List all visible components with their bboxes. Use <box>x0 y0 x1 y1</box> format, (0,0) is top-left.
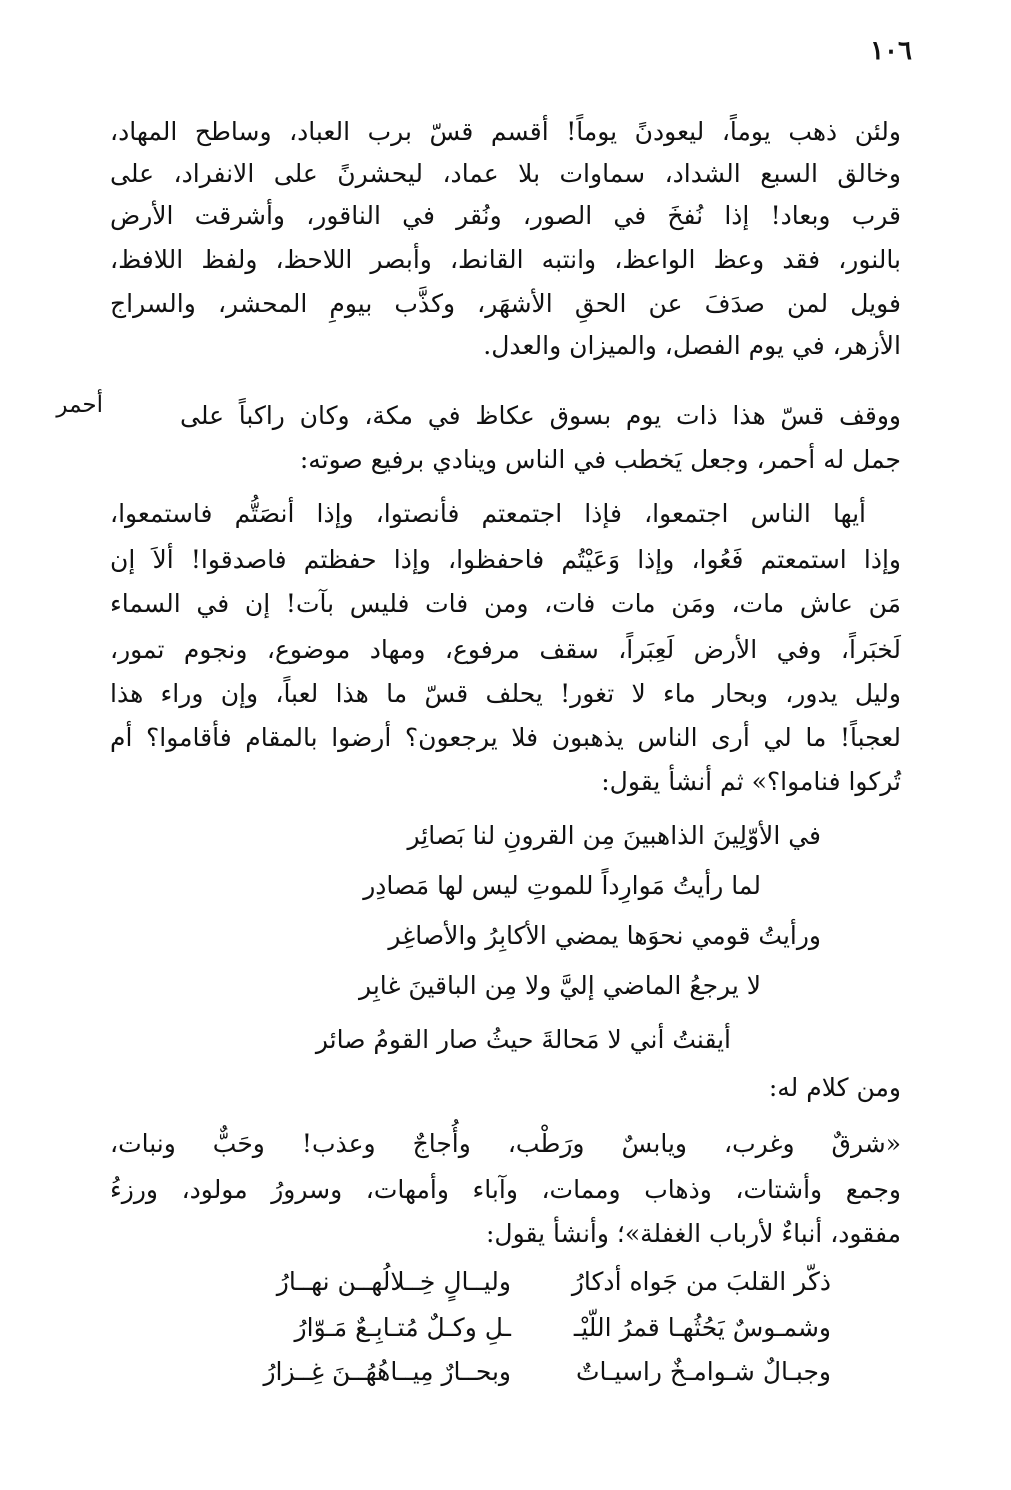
speech-intro: ومن كلام له: <box>768 1073 901 1102</box>
paragraph1-line: قرب وبعاد! إذا نُفخَ في الصور، ونُقر في الناقور، وأشرقت الأرض <box>110 201 901 230</box>
poem1-verse: لما رأيتُ مَوارِداً للموتِ ليس لها مَصادِر <box>363 871 761 900</box>
paragraph3-line: مَن عاش مات، ومَن مات فات، ومن فات فليس بآت! إن في السماء <box>110 589 901 618</box>
paragraph1-line: بالنور، فقد وعظ الواعظ، وانتبه القانط، وأبصر اللاحظ، ولفظ اللافظ، <box>110 245 901 274</box>
poem1-verse: ورأيتُ قومي نحوَها يمضي الأكابِرُ والأصاغِر <box>388 921 821 950</box>
paragraph4-line: وجمع وأشتات، وذهاب وممات، وآباء وأمهات، وسرورُ مولود، ورزءُ <box>110 1175 901 1204</box>
paragraph1-line: فويل لمن صدَفَ عن الحقِ الأشهَر، وكذَّب بيومِ المحشر، والسراج <box>110 289 901 318</box>
poem2-second-hemistich: وبحــارٌ مِيــاهُهُــنَ غِــزارُ <box>263 1357 511 1386</box>
margin-note: أحمر <box>56 392 103 418</box>
paragraph2-line: جمل له أحمر، وجعل يَخطب في الناس وينادي برفيع صوته: <box>299 445 901 474</box>
poem1-verse: لا يرجعُ الماضي إليَّ ولا مِن الباقينَ غابِر <box>359 971 761 1000</box>
paragraph1-line: وخالق السبع الشداد، سماوات بلا عماد، ليحشرنً على الانفراد، على <box>110 159 901 188</box>
poem2-first-hemistich: وجبـالٌ شـوامـخٌ راسيـاتٌ <box>575 1357 831 1386</box>
paragraph1-line: الأزهر، في يوم الفصل، والميزان والعدل. <box>483 331 901 360</box>
poem2-first-hemistich: وشمـوسٌ يَحُثُهـا قمرُ اللّيْـ <box>573 1313 831 1342</box>
paragraph3-line: وإذا استمعتم فَعُوا، وإذا وَعَيْتُم فاحفظوا، وإذا حفظتم فاصدقوا! ألاَ إن <box>110 545 901 574</box>
poem2-second-hemistich: ـلِ وكـلٌ مُتـابِـعٌ مَـوّارُ <box>294 1313 511 1342</box>
poem2-second-hemistich: وليــالٍ خِــلالُهــن نهــارُ <box>276 1267 511 1296</box>
paragraph3-line: لعجباً! ما لي أرى الناس يذهبون فلا يرجعون؟ أرضوا بالمقام فأقاموا؟ أم <box>110 723 901 752</box>
paragraph1-line: ولئن ذهب يوماً، ليعودنً يوماً! أقسم قسّ برب العباد، وساطح المهاد، <box>110 117 901 146</box>
paragraph4-line: «شرقٌ وغرب، ويابسٌ ورَطْب، وأُجاجٌ وعذب! وحَبٌّ ونبات، <box>110 1129 901 1158</box>
paragraph3-line: لَخبَراً، وفي الأرض لَعِبَراً، سقف مرفوع، ومهاد موضوع، ونجوم تمور، <box>110 635 901 664</box>
paragraph3-line: وليل يدور، وبحار ماء لا تغور! يحلف قسّ ما هذا لعباً، وإن وراء هذا <box>110 679 901 708</box>
paragraph3-line: تُركوا فناموا؟» ثم أنشأ يقول: <box>601 767 901 796</box>
poem1-verse: في الأوّلِينَ الذاهبينَ مِن القرونِ لنا بَصائِر <box>407 821 821 850</box>
paragraph4-line: مفقود، أنباءٌ لأرباب الغفلة»؛ وأنشأ يقول: <box>486 1219 901 1248</box>
poem2-first-hemistich: ذكّر القلبَ من جَواه أدكارُ <box>571 1267 831 1296</box>
paragraph2-line: ووقف قسّ هذا ذات يوم بسوق عكاظ في مكة، وكان راكباً على <box>180 401 901 430</box>
poem1-verse: أيقنتُ أني لا مَحالةَ حيثُ صار القومُ صائر <box>315 1025 731 1054</box>
paragraph3-line: أيها الناس اجتمعوا، فإذا اجتمعتم فأنصتوا، وإذا أنصَتُّم فاستمعوا، <box>110 499 866 528</box>
page-number: ١٠٦ <box>870 36 912 66</box>
